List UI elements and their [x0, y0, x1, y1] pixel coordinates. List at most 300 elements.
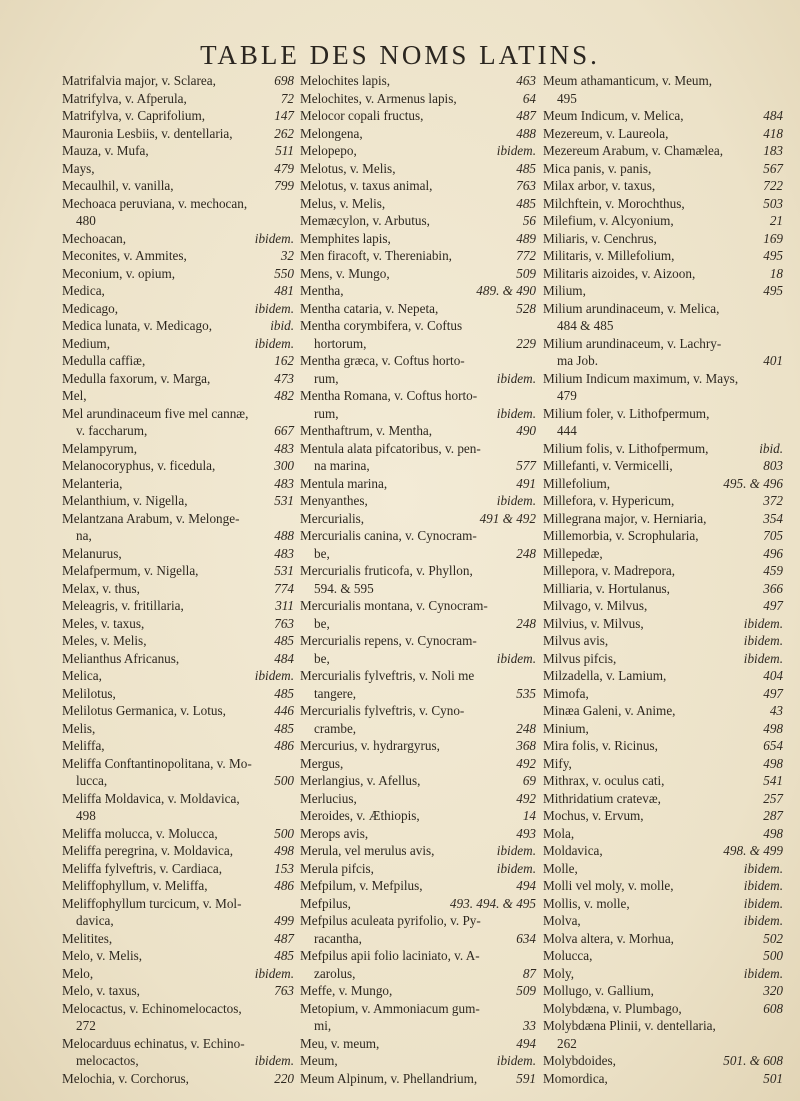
entry-page-number: 498 [274, 843, 294, 858]
entry-page-number: 500 [274, 773, 294, 788]
entry-page-number: 493. 494. & 495 [449, 895, 536, 911]
index-entry [543, 90, 783, 108]
index-entry [543, 475, 783, 493]
entry-term: Medulla caffiæ, [62, 353, 146, 368]
index-entry [300, 930, 536, 948]
index-entry [62, 422, 294, 440]
entry-page-number: 147 [274, 108, 294, 123]
entry-page-number: 479 [274, 160, 294, 176]
entry-page-number: 43 [769, 703, 783, 718]
entry-term: Milvus pifcis, [543, 650, 617, 666]
entry-term: Mentha Romana, v. Coftus horto- [300, 388, 478, 403]
index-entry [543, 597, 783, 615]
entry-page-number: 248 [516, 720, 536, 736]
entry-page-number: 153 [274, 860, 294, 876]
index-entry [543, 562, 783, 580]
entry-term: Mify, [543, 755, 572, 771]
entry-page-number: 497 [763, 685, 783, 701]
entry-page-number: 483 [274, 440, 294, 456]
entry-term: Millepora, v. Madrepora, [543, 563, 676, 578]
entry-page-number: ibid. [270, 318, 294, 333]
entry-term: Mefpilus apii folio laciniato, v. A- [300, 948, 480, 963]
entry-term: 444 [557, 423, 577, 438]
index-entry [543, 790, 783, 808]
index-entry [300, 1017, 536, 1035]
index-entry [62, 737, 294, 755]
entry-page-number: 501 [763, 1070, 783, 1086]
entry-page-number: 495 [763, 283, 783, 298]
index-entry [62, 492, 294, 510]
entry-term: Milium arundinaceum, v. Melica, [543, 300, 720, 316]
entry-page-number: 485 [274, 633, 294, 648]
entry-term: Mentha corymbifera, v. Coftus [300, 318, 463, 333]
index-entry [543, 107, 783, 125]
index-entry [300, 790, 536, 808]
index-entry [300, 300, 536, 318]
entry-page-number: 498. & 499 [723, 843, 783, 858]
entry-page-number: 531 [274, 493, 294, 508]
entry-page-number: ibidem. [496, 843, 536, 858]
index-entry [62, 667, 294, 685]
entry-page-number: 481 [274, 283, 294, 298]
entry-page-number: 401 [763, 353, 783, 368]
entry-page-number: 498 [763, 755, 783, 771]
entry-term: Milvius, v. Milvus, [543, 615, 644, 631]
entry-page-number: 531 [274, 563, 294, 578]
entry-page-number: 502 [763, 930, 783, 946]
index-entry [300, 667, 536, 685]
index-entry [62, 72, 294, 90]
index-entry [62, 1017, 294, 1035]
entry-term: Mel, [62, 388, 87, 403]
entry-term: Meu, v. meum, [300, 1035, 380, 1051]
entry-page-number: 492 [516, 790, 536, 806]
index-entry [62, 685, 294, 703]
entry-page-number: 499 [274, 913, 294, 928]
entry-page-number: 18 [769, 265, 783, 281]
entry-term: Mentula alata pifcatoribus, v. pen- [300, 440, 481, 456]
entry-page-number: 535 [516, 685, 536, 701]
entry-term: Meconites, v. Ammites, [62, 248, 187, 263]
index-entry [62, 195, 294, 213]
entry-term: be, [314, 650, 330, 666]
index-entry [62, 317, 294, 335]
entry-term: Mira folis, v. Ricinus, [543, 738, 658, 753]
entry-page-number: 418 [763, 125, 783, 141]
entry-term: racantha, [314, 930, 362, 946]
entry-page-number: ibidem. [496, 493, 536, 508]
index-entry [300, 772, 536, 790]
index-entry [543, 265, 783, 283]
entry-term: Minium, [543, 720, 589, 736]
index-entry [543, 160, 783, 178]
index-entry [300, 947, 536, 965]
index-entry [300, 632, 536, 650]
entry-term: Melocor copali fructus, [300, 108, 424, 123]
index-entry [300, 72, 536, 90]
index-entry [62, 912, 294, 930]
entry-page-number: 484 [763, 108, 783, 123]
index-entry [300, 387, 536, 405]
index-entry [62, 650, 294, 668]
entry-term: Meliffa Moldavica, v. Moldavica, [62, 790, 240, 806]
index-entry [300, 1035, 536, 1053]
entry-term: hortorum, [314, 335, 367, 351]
entry-term: Minæa Galeni, v. Anime, [543, 703, 676, 718]
entry-term: Melochia, v. Corchorus, [62, 1070, 189, 1086]
entry-term: Mezereum, v. Laureola, [543, 125, 669, 141]
entry-term: Mens, v. Mungo, [300, 265, 390, 281]
index-entry [62, 790, 294, 808]
index-entry [300, 212, 536, 230]
index-entry [300, 282, 536, 300]
index-entry [62, 807, 294, 825]
entry-page-number: 500 [763, 948, 783, 963]
entry-term: Melotus, v. Melis, [300, 160, 396, 176]
entry-term: Merlucius, [300, 790, 357, 806]
index-entry [62, 947, 294, 965]
index-entry [62, 702, 294, 720]
index-entry [543, 860, 783, 878]
entry-term: Mercurialis fruticofa, v. Phyllon, [300, 563, 473, 578]
index-entry [300, 90, 536, 108]
entry-page-number: ibidem. [254, 668, 294, 683]
entry-page-number: 492 [516, 755, 536, 771]
index-entry [543, 685, 783, 703]
index-entry [300, 615, 536, 633]
entry-page-number: 654 [763, 738, 783, 753]
index-entry [300, 580, 536, 598]
index-entry [62, 212, 294, 230]
index-entry [62, 982, 294, 1000]
entry-page-number: ibidem. [254, 335, 294, 351]
index-entry [62, 90, 294, 108]
index-entry [543, 982, 783, 1000]
entry-term: Molybdæna, v. Plumbago, [543, 1000, 682, 1016]
entry-term: Melilotus Germanica, v. Lotus, [62, 703, 226, 718]
index-entry [300, 107, 536, 125]
index-entry [300, 230, 536, 248]
index-entry [62, 1070, 294, 1088]
index-entry [300, 370, 536, 388]
entry-term: ma Job. [557, 353, 599, 368]
entry-term: 479 [557, 388, 577, 403]
entry-term: Melianthus Africanus, [62, 650, 180, 666]
entry-term: Meles, v. taxus, [62, 615, 145, 631]
index-entry [300, 895, 536, 913]
entry-page-number: ibidem. [496, 650, 536, 666]
index-entry [62, 930, 294, 948]
index-entry [543, 177, 783, 195]
index-entry [300, 877, 536, 895]
entry-page-number: 803 [763, 458, 783, 473]
entry-term: Mola, [543, 825, 575, 841]
entry-term: Melafpermum, v. Nigella, [62, 563, 199, 578]
entry-page-number: 608 [763, 1000, 783, 1016]
entry-page-number: 541 [763, 773, 783, 788]
entry-term: Medica lunata, v. Medicago, [62, 318, 213, 333]
entry-term: Militaris, v. Millefolium, [543, 248, 675, 263]
entry-term: Molle, [543, 860, 578, 876]
entry-page-number: 509 [516, 983, 536, 998]
entry-term: Meliffa, [62, 738, 105, 753]
index-entry [300, 912, 536, 930]
entry-page-number: 763 [274, 615, 294, 631]
index-entry [62, 457, 294, 475]
entry-page-number: 446 [274, 703, 294, 718]
entry-term: Militaris aizoides, v. Aizoon, [543, 265, 696, 281]
entry-page-number: 483 [274, 475, 294, 491]
entry-term: Medium, [62, 335, 110, 351]
entry-term: Molli vel moly, v. molle, [543, 878, 674, 893]
entry-page-number: ibidem. [254, 965, 294, 981]
entry-page-number: 372 [763, 493, 783, 508]
index-entry [543, 457, 783, 475]
entry-term: Milax arbor, v. taxus, [543, 178, 656, 193]
entry-term: crambe, [314, 720, 357, 736]
entry-term: Mithridatium cratevæ, [543, 790, 661, 806]
index-entry [300, 405, 536, 423]
entry-term: Millefanti, v. Vermicelli, [543, 458, 673, 473]
index-entry [62, 352, 294, 370]
index-entry [543, 492, 783, 510]
index-entry [300, 825, 536, 843]
entry-page-number: 248 [516, 615, 536, 631]
index-entry [62, 387, 294, 405]
index-entry [300, 720, 536, 738]
entry-term: davica, [76, 913, 114, 928]
entry-term: na marina, [314, 458, 370, 473]
entry-term: Mays, [62, 160, 95, 176]
entry-page-number: ibidem. [743, 965, 783, 981]
entry-term: Memæcylon, v. Arbutus, [300, 213, 430, 228]
entry-page-number: 87 [522, 965, 536, 981]
index-entry [543, 737, 783, 755]
index-entry [543, 667, 783, 685]
entry-term: Mauza, v. Mufa, [62, 143, 149, 158]
index-entry [62, 965, 294, 983]
entry-term: 484 & 485 [557, 318, 614, 333]
entry-page-number: 162 [274, 353, 294, 368]
index-entry [543, 72, 783, 90]
index-entry [543, 1052, 783, 1070]
index-entry [543, 650, 783, 668]
entry-term: zarolus, [314, 965, 356, 981]
index-entry [300, 842, 536, 860]
index-entry [300, 702, 536, 720]
entry-term: v. faccharum, [76, 423, 148, 438]
index-entry [543, 772, 783, 790]
entry-page-number: 311 [275, 598, 294, 613]
entry-term: Mimofa, [543, 685, 589, 701]
index-entry [543, 352, 783, 370]
entry-term: Melampyrum, [62, 440, 138, 456]
entry-term: Matrifylva, v. Afperula, [62, 90, 187, 106]
entry-term: Meum, [300, 1053, 338, 1068]
entry-term: Melo, [62, 965, 94, 981]
index-entry [300, 335, 536, 353]
entry-term: Merlangius, v. Afellus, [300, 773, 421, 788]
index-entry [543, 1070, 783, 1088]
index-entry [62, 1035, 294, 1053]
entry-term: Melotus, v. taxus animal, [300, 178, 433, 193]
entry-page-number: 169 [763, 230, 783, 246]
entry-term: Milium, [543, 283, 586, 298]
entry-term: Meles, v. Melis, [62, 633, 147, 648]
index-entry [300, 510, 536, 528]
index-entry [62, 1000, 294, 1018]
entry-page-number: 503 [763, 195, 783, 211]
entry-term: Mefpilus, [300, 895, 351, 911]
index-entry [543, 877, 783, 895]
index-entry [300, 440, 536, 458]
index-entry [543, 510, 783, 528]
entry-term: Milefium, v. Alcyonium, [543, 213, 674, 228]
entry-page-number: 487 [516, 108, 536, 123]
entry-page-number: 487 [274, 930, 294, 946]
index-entry [300, 457, 536, 475]
entry-page-number: 32 [280, 248, 294, 263]
entry-page-number: 577 [516, 458, 536, 473]
entry-term: Mollugo, v. Gallium, [543, 983, 654, 998]
entry-term: melocactos, [76, 1053, 139, 1068]
entry-term: lucca, [76, 773, 108, 788]
entry-page-number: 485 [274, 948, 294, 963]
entry-term: Meliffa Conftantinopolitana, v. Mo- [62, 755, 252, 771]
entry-term: Mithrax, v. oculus cati, [543, 773, 665, 788]
index-entry [543, 195, 783, 213]
entry-term: Melongena, [300, 125, 363, 141]
index-entry [543, 1000, 783, 1018]
entry-page-number: 473 [274, 370, 294, 386]
entry-page-number: ibidem. [496, 1053, 536, 1068]
entry-page-number: 763 [516, 178, 536, 193]
entry-term: Mechoacan, [62, 230, 127, 246]
entry-term: Mefpilus aculeata pyrifolio, v. Py- [300, 913, 481, 928]
entry-term: Mercurialis fylveftris, v. Cyno- [300, 703, 465, 718]
entry-term: Milium foler, v. Lithofpermum, [543, 405, 710, 421]
entry-term: Men firacoft, v. Thereniabin, [300, 248, 452, 263]
index-entry [543, 545, 783, 563]
entry-term: Meffe, v. Mungo, [300, 983, 393, 998]
entry-page-number: 490 [516, 423, 536, 438]
entry-page-number: ibidem. [743, 615, 783, 631]
entry-term: Medulla faxorum, v. Marga, [62, 370, 211, 386]
entry-term: be, [314, 545, 330, 561]
entry-page-number: 772 [516, 248, 536, 263]
index-entry [543, 527, 783, 545]
entry-page-number: 486 [274, 878, 294, 893]
entry-term: Millemorbia, v. Scrophularia, [543, 528, 699, 543]
entry-page-number: 498 [763, 825, 783, 841]
entry-term: Mentha, [300, 283, 344, 298]
entry-term: Molucca, [543, 948, 593, 963]
index-entry [543, 1035, 783, 1053]
entry-term: Melochites lapis, [300, 73, 391, 88]
entry-page-number: ibidem. [743, 913, 783, 928]
entry-term: Milvago, v. Milvus, [543, 598, 648, 613]
entry-term: Menthaftrum, v. Mentha, [300, 423, 433, 438]
entry-term: Mica panis, v. panis, [543, 160, 652, 176]
entry-page-number: 485 [274, 720, 294, 736]
entry-page-number: 483 [274, 545, 294, 561]
entry-term: Medicago, [62, 300, 119, 316]
index-entry [543, 580, 783, 598]
index-entry [543, 282, 783, 300]
index-entry [543, 247, 783, 265]
index-entry [543, 842, 783, 860]
entry-term: Molybdoides, [543, 1053, 616, 1068]
entry-page-number: 300 [274, 458, 294, 473]
index-entry [543, 142, 783, 160]
entry-term: Melo, v. Melis, [62, 948, 143, 963]
entry-page-number: ibidem. [254, 300, 294, 316]
entry-term: Menyanthes, [300, 493, 368, 508]
index-entry [62, 597, 294, 615]
entry-page-number: 404 [763, 668, 783, 683]
index-entry [62, 335, 294, 353]
entry-page-number: 72 [280, 90, 294, 106]
entry-term: Milvus avis, [543, 633, 609, 648]
entry-page-number: 498 [763, 720, 783, 736]
entry-term: Milium folis, v. Lithofpermum, [543, 440, 709, 456]
entry-term: Milium arundinaceum, v. Lachry- [543, 335, 722, 351]
entry-term: Milchftein, v. Morochthus, [543, 195, 685, 211]
entry-page-number: 69 [522, 773, 536, 788]
entry-page-number: ibidem. [254, 1053, 294, 1068]
entry-term: Meroides, v. Æthiopis, [300, 808, 420, 823]
index-entry [300, 177, 536, 195]
entry-term: Melanurus, [62, 545, 122, 561]
index-entry [543, 702, 783, 720]
entry-page-number: 287 [763, 808, 783, 823]
entry-page-number: 489. & 490 [476, 283, 536, 298]
index-entry [543, 720, 783, 738]
entry-term: Melus, v. Melis, [300, 195, 386, 211]
entry-page-number: ibidem. [496, 405, 536, 421]
entry-term: Mentha cataria, v. Nepeta, [300, 300, 439, 316]
entry-page-number: 494 [516, 1035, 536, 1051]
entry-term: 480 [76, 213, 96, 228]
entry-page-number: 774 [274, 580, 294, 596]
index-entry [300, 317, 536, 335]
entry-page-number: 491 [516, 475, 536, 491]
entry-term: Millepedæ, [543, 545, 603, 561]
entry-term: Meum Alpinum, v. Phellandrium, [300, 1070, 478, 1086]
entry-page-number: 494 [516, 878, 536, 893]
index-entry [300, 545, 536, 563]
index-entry [300, 195, 536, 213]
entry-term: Mel arundinaceum five mel cannæ, [62, 405, 249, 421]
index-entry [62, 895, 294, 913]
entry-term: Momordica, [543, 1070, 608, 1086]
index-entry [300, 597, 536, 615]
entry-page-number: 56 [522, 213, 536, 228]
entry-term: Milzadella, v. Lamium, [543, 668, 667, 683]
index-entry [300, 562, 536, 580]
entry-term: Mercurialis canina, v. Cynocram- [300, 528, 477, 543]
entry-page-number: ibid. [759, 440, 783, 456]
index-entry [543, 212, 783, 230]
entry-term: Meum athamanticum, v. Meum, [543, 73, 713, 88]
index-entry [543, 300, 783, 318]
entry-page-number: 799 [274, 178, 294, 193]
entry-term: Meliffophyllum turcicum, v. Mol- [62, 895, 242, 911]
index-entry [543, 807, 783, 825]
index-entry [62, 772, 294, 790]
index-entry [300, 807, 536, 825]
entry-term: Medica, [62, 283, 105, 298]
